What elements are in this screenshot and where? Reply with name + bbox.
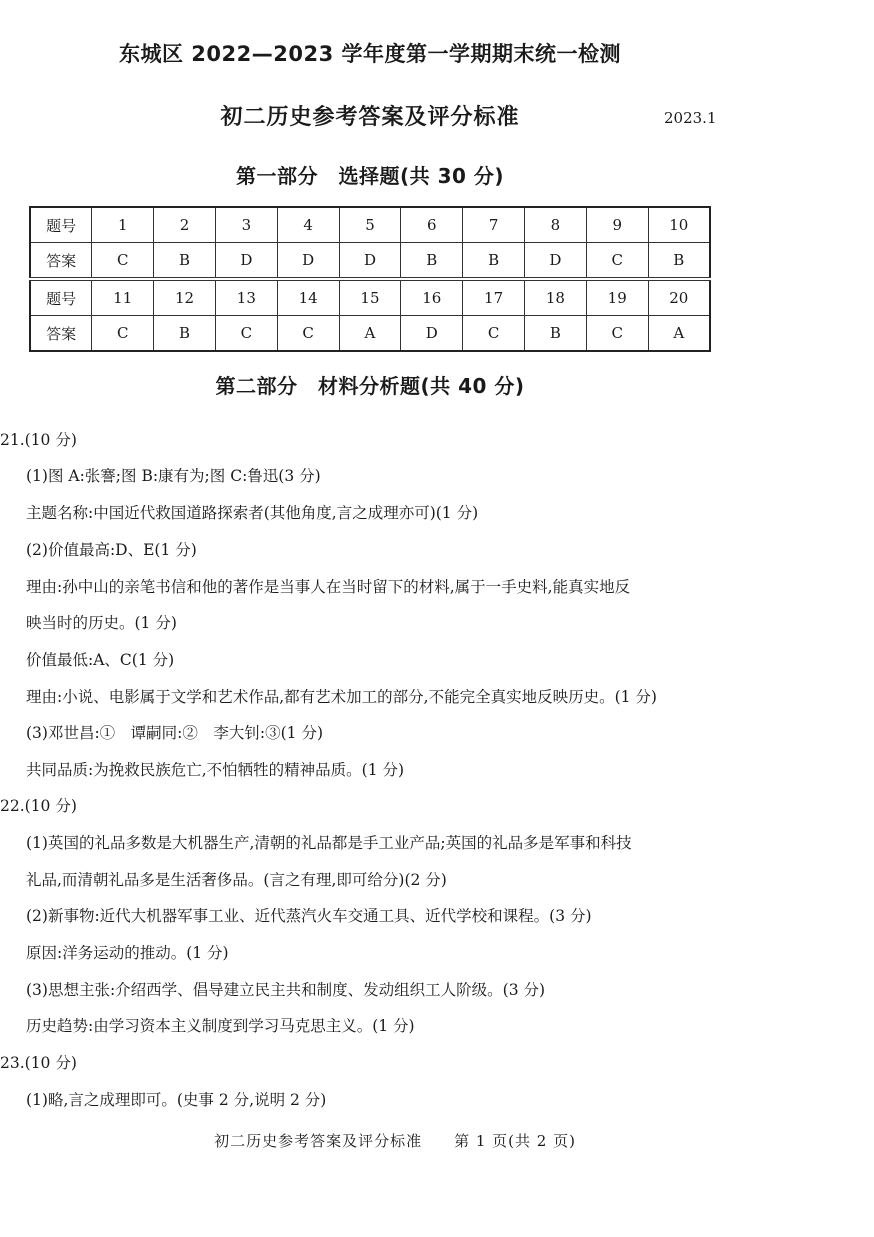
table-cell: B xyxy=(154,316,216,352)
answer-line: (3)邓世昌:① 谭嗣同:② 李大钊:③(1 分) xyxy=(26,724,324,742)
answer-line: 理由:小说、电影属于文学和艺术作品,都有艺术加工的部分,不能完全真实地反映历史。(1 分) xyxy=(26,688,657,706)
page-footer: 初二历史参考答案及评分标准 第 1 页(共 2 页) xyxy=(214,1132,576,1150)
table-cell: 7 xyxy=(463,207,525,243)
answer-line: (3)思想主张:介绍西学、倡导建立民主共和制度、发动组织工人阶级。(3 分) xyxy=(26,981,546,999)
table-cell: 19 xyxy=(586,279,648,316)
table-cell: 4 xyxy=(277,207,339,243)
table-cell: D xyxy=(277,243,339,280)
table-cell: A xyxy=(648,316,710,352)
table-cell: 17 xyxy=(463,279,525,316)
row-label: 答案 xyxy=(30,243,92,280)
table-cell: 9 xyxy=(586,207,648,243)
question-22-heading: 22.(10 分) xyxy=(0,797,77,815)
table-cell: 10 xyxy=(648,207,710,243)
answer-line: (1)英国的礼品多数是大机器生产,清朝的礼品都是手工业产品;英国的礼品多是军事和科技 xyxy=(26,834,632,852)
answer-table xyxy=(29,206,711,352)
answer-line: 共同品质:为挽救民族危亡,不怕牺牲的精神品质。(1 分) xyxy=(26,761,405,779)
table-cell: C xyxy=(586,243,648,280)
table-cell: 5 xyxy=(339,207,401,243)
document-title: 东城区 2022—2023 学年度第一学期期末统一检测 xyxy=(118,42,621,66)
table-cell: 3 xyxy=(215,207,277,243)
answer-line: (1)图 A:张謇;图 B:康有为;图 C:鲁迅(3 分) xyxy=(26,467,321,485)
question-23-heading: 23.(10 分) xyxy=(0,1054,77,1072)
table-cell: 13 xyxy=(215,279,277,316)
table-cell: 18 xyxy=(525,279,587,316)
answer-line: (1)略,言之成理即可。(史事 2 分,说明 2 分) xyxy=(26,1091,327,1109)
answer-line: 理由:孙中山的亲笔书信和他的著作是当事人在当时留下的材料,属于一手史料,能真实地反 xyxy=(26,578,631,596)
table-cell: B xyxy=(648,243,710,280)
table-cell: B xyxy=(463,243,525,280)
table-cell: 6 xyxy=(401,207,463,243)
answer-line: 映当时的历史。(1 分) xyxy=(26,614,177,632)
answer-line: 原因:洋务运动的推动。(1 分) xyxy=(26,944,229,962)
table-row xyxy=(30,207,710,243)
row-label: 题号 xyxy=(30,279,92,316)
table-cell: C xyxy=(586,316,648,352)
table-row xyxy=(30,243,710,280)
table-cell: 16 xyxy=(401,279,463,316)
table-cell: B xyxy=(401,243,463,280)
table-cell: 2 xyxy=(154,207,216,243)
part2-title: 第二部分 材料分析题(共 40 分) xyxy=(215,374,525,398)
table-cell: 8 xyxy=(525,207,587,243)
table-cell: B xyxy=(525,316,587,352)
answer-line: 礼品,而清朝礼品多是生活奢侈品。(言之有理,即可给分)(2 分) xyxy=(26,871,447,889)
table-row xyxy=(30,279,710,316)
table-cell: C xyxy=(92,243,154,280)
table-cell: B xyxy=(154,243,216,280)
table-cell: 1 xyxy=(92,207,154,243)
table-cell: 14 xyxy=(277,279,339,316)
table-cell: C xyxy=(463,316,525,352)
row-label: 题号 xyxy=(30,207,92,243)
question-21-heading: 21.(10 分) xyxy=(0,431,77,449)
table-cell: D xyxy=(401,316,463,352)
table-cell: C xyxy=(277,316,339,352)
table-cell: C xyxy=(215,316,277,352)
table-cell: C xyxy=(92,316,154,352)
table-cell: D xyxy=(525,243,587,280)
table-cell: D xyxy=(339,243,401,280)
table-cell: 20 xyxy=(648,279,710,316)
row-label: 答案 xyxy=(30,316,92,352)
table-cell: 15 xyxy=(339,279,401,316)
table-cell: A xyxy=(339,316,401,352)
table-cell: 12 xyxy=(154,279,216,316)
table-cell: D xyxy=(215,243,277,280)
document-subtitle: 初二历史参考答案及评分标准 xyxy=(220,105,520,130)
table-row xyxy=(30,316,710,352)
document-date: 2023.1 xyxy=(664,109,717,127)
answer-line: 历史趋势:由学习资本主义制度到学习马克思主义。(1 分) xyxy=(26,1017,415,1035)
answer-line: (2)新事物:近代大机器军事工业、近代蒸汽火车交通工具、近代学校和课程。(3 分) xyxy=(26,907,592,925)
table-cell: 11 xyxy=(92,279,154,316)
answer-line: 主题名称:中国近代救国道路探索者(其他角度,言之成理亦可)(1 分) xyxy=(26,504,479,522)
part1-title: 第一部分 选择题(共 30 分) xyxy=(235,164,505,188)
answer-line: 价值最低:A、C(1 分) xyxy=(26,651,175,669)
answer-line: (2)价值最高:D、E(1 分) xyxy=(26,541,197,559)
